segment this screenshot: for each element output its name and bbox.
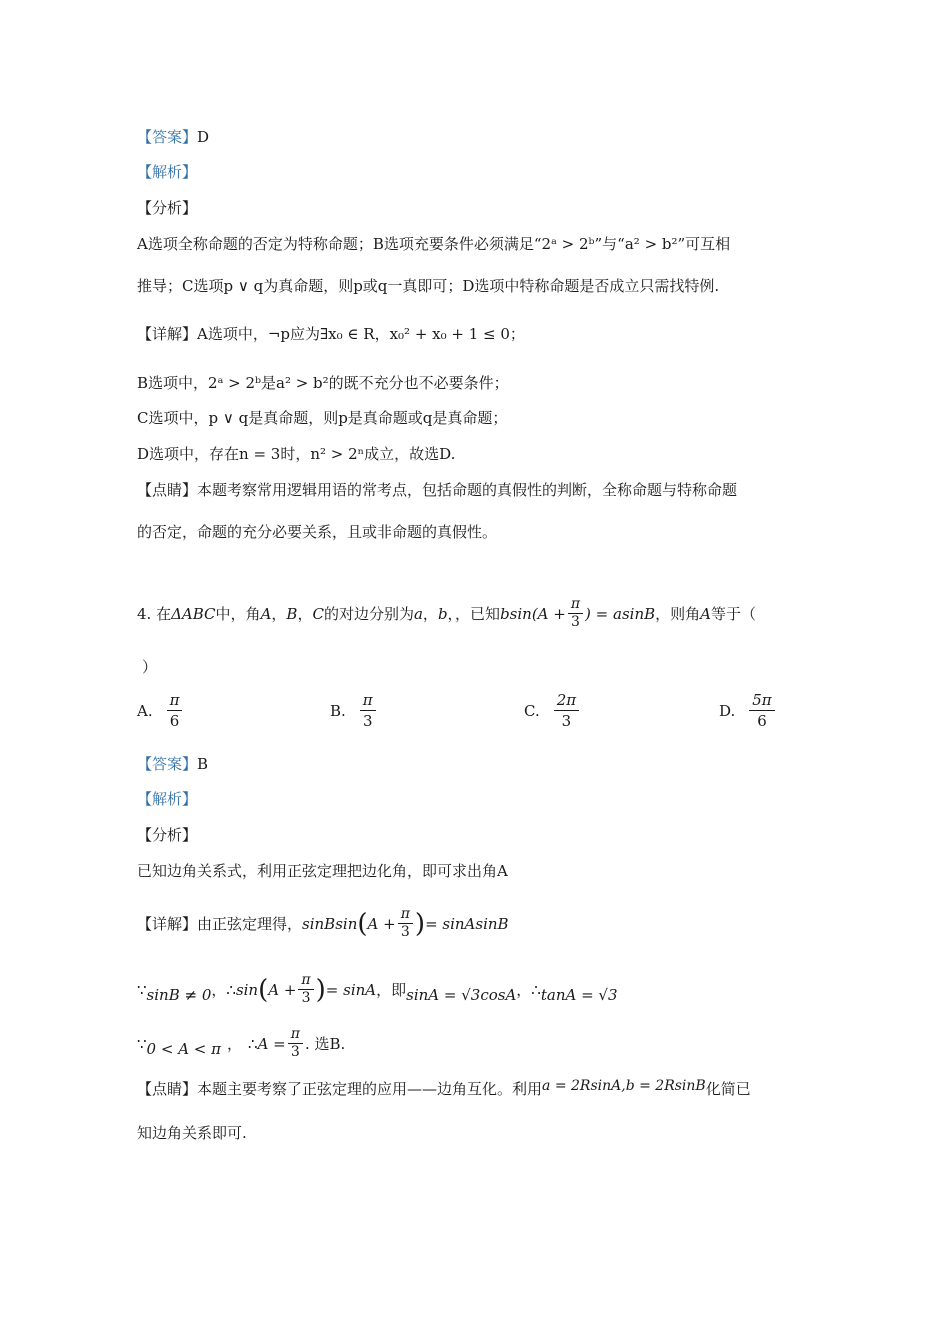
fenxi-tag: 【分析】 [137,199,198,217]
eq-part: A + [367,914,396,933]
eq-part: tanA = √3 [540,985,618,1004]
fraction-numerator: π [288,1026,303,1044]
fraction-denominator: 3 [362,712,373,730]
stem-comma: ， [297,604,313,623]
dianjing-tag: 【点睛】 [137,481,198,499]
option-a[interactable] [137,690,184,731]
q4-dianjing-line-2: 知边角关系即可. [137,1124,247,1142]
stem-eq-right: ) = asinB [585,604,656,623]
analysis-tag: 【解析】 [137,163,198,181]
comma: ， [516,980,532,999]
fenxi-line: 已知边角关系式，利用正弦定理把边化角，即可求出角A [137,862,508,880]
dianjing-text: 本题考察常用逻辑用语的常考点，包括命题的真假性的判断，全称命题与特称命题 [197,481,738,499]
stem-text: ，，已知 [447,604,501,623]
xiangjie-text: A选项中，¬p应为∃x₀ ∈ R，x₀² + x₀ + 1 ≤ 0； [197,325,525,343]
eq-part: A = [257,1034,286,1053]
dianjing-line-1 [137,479,737,501]
option-fraction [167,690,183,731]
therefore-symbol: ∴ [226,980,236,999]
fraction-numerator: 5π [749,690,774,711]
fraction-numerator: π [398,906,413,924]
fraction-denominator: 3 [301,990,311,1006]
stem-eq-left: bsin(A + [500,604,566,623]
fraction-denominator: 3 [561,712,572,730]
line-d: D选项中，存在n = 3时，n² > 2ⁿ成立，故选D. [137,445,456,463]
q4-stem [137,596,756,631]
q4-range-line [137,1026,345,1061]
eq-part: sinA = √3cosA [406,985,517,1004]
dianjing-text: 化简已 [705,1080,751,1098]
eq-part: sinB ≠ 0 [146,985,212,1004]
option-d[interactable] [719,690,777,731]
option-letter: D. [719,701,736,720]
q4-because-line [137,972,618,1007]
fraction-denominator: 6 [169,712,180,730]
right-paren: ) [315,974,326,1005]
because-symbol: ∵ [137,1034,147,1053]
eq-part: = sinAsinB [425,914,509,933]
stem-var-a-upper: A [260,604,272,623]
stem-tail: 等于（ [710,604,756,623]
eq-fraction [398,906,413,941]
comma: ， [227,1034,243,1053]
stem-comma: ， [422,604,438,623]
stem-text: 中，角 [215,604,261,623]
stem-text: 的对边分别为 [323,604,414,623]
option-fraction [749,690,774,731]
stem-close-paren: ） [142,658,158,676]
eq-fraction [288,1026,303,1061]
q4-xiangjie-line [137,906,509,941]
eq-part: sin [235,980,259,999]
eq-part: A + [268,980,297,999]
answer-tag: 【答案】 [137,128,198,146]
fenxi-line-2: 推导；C选项p ∨ q为真命题，则p或q一真即可；D选项中特称命题是否成立只需找特例. [137,277,720,295]
text: ，即 [376,980,407,999]
right-paren: ) [414,908,426,939]
fraction-numerator: π [298,972,313,990]
xiangjie-line-1 [137,323,525,345]
dianjing-text: 本题主要考察了正弦定理的应用——边角互化。利用 [197,1080,543,1098]
stem-var-b: b [437,604,448,623]
option-letter: B. [330,701,346,720]
fraction-numerator: 2π [554,690,579,711]
option-c[interactable] [524,690,581,731]
text: . 选B. [304,1034,346,1053]
analysis-tag: 【解析】 [137,790,198,808]
dianjing-formula: a = 2RsinA,b = 2RsinB [542,1078,706,1094]
q4-answer-line [137,753,208,775]
answer-value: D [197,128,210,146]
xiangjie-tag: 【详解】 [137,914,198,933]
stem-var-b-upper: B [286,604,298,623]
xiangjie-tag: 【详解】 [137,325,198,343]
option-b[interactable] [330,690,378,731]
stem-comma: ， [271,604,287,623]
fraction-denominator: 3 [400,924,410,940]
fenxi-line-1: A选项全称命题的否定为特称命题；B选项充要条件必须满足“2ᵃ > 2ᵇ”与“a² > b²”可互相 [137,235,731,253]
left-paren: ( [357,908,368,939]
stem-var-a: a [413,604,423,623]
dianjing-tag: 【点睛】 [137,1080,198,1098]
stem-fraction [568,596,583,631]
option-letter: C. [524,701,540,720]
eq-part: 0 < A < π [146,1039,221,1058]
q3-answer-line [137,126,209,148]
fraction-denominator: 3 [570,614,580,630]
xiangjie-text: 由正弦定理得， [197,914,303,933]
stem-var-a-upper: A [700,604,711,623]
option-fraction [360,690,376,731]
eq-fraction [298,972,313,1007]
eq-part: = sinA [325,980,377,999]
stem-pre: 4. 在 [137,604,172,623]
left-paren: ( [258,974,269,1005]
fraction-numerator: π [568,596,583,614]
answer-tag: 【答案】 [137,755,198,773]
line-c: C选项中，p ∨ q是真命题，则p是真命题或q是真命题； [137,409,508,427]
therefore-symbol: ∴ [531,980,541,999]
option-letter: A. [137,701,153,720]
fraction-denominator: 3 [290,1044,300,1060]
therefore-symbol: ∴ [248,1034,258,1053]
fenxi-tag: 【分析】 [137,826,198,844]
stem-triangle: ΔABC [171,604,216,623]
stem-var-c-upper: C [312,604,324,623]
fraction-denominator: 6 [757,712,767,730]
comma: ， [211,980,227,999]
eq-part: sinBsin [302,914,358,933]
line-b: B选项中，2ᵃ > 2ᵇ是a² > b²的既不充分也不必要条件； [137,374,509,392]
fraction-numerator: π [167,690,183,711]
dianjing-line-2: 的否定，命题的充分必要关系，且或非命题的真假性。 [137,523,498,541]
option-fraction [554,690,579,731]
answer-value: B [197,755,209,773]
stem-text: ，则角 [655,604,701,623]
fraction-numerator: π [360,690,376,711]
because-symbol: ∵ [137,980,147,999]
q4-dianjing-line-1 [137,1078,751,1101]
